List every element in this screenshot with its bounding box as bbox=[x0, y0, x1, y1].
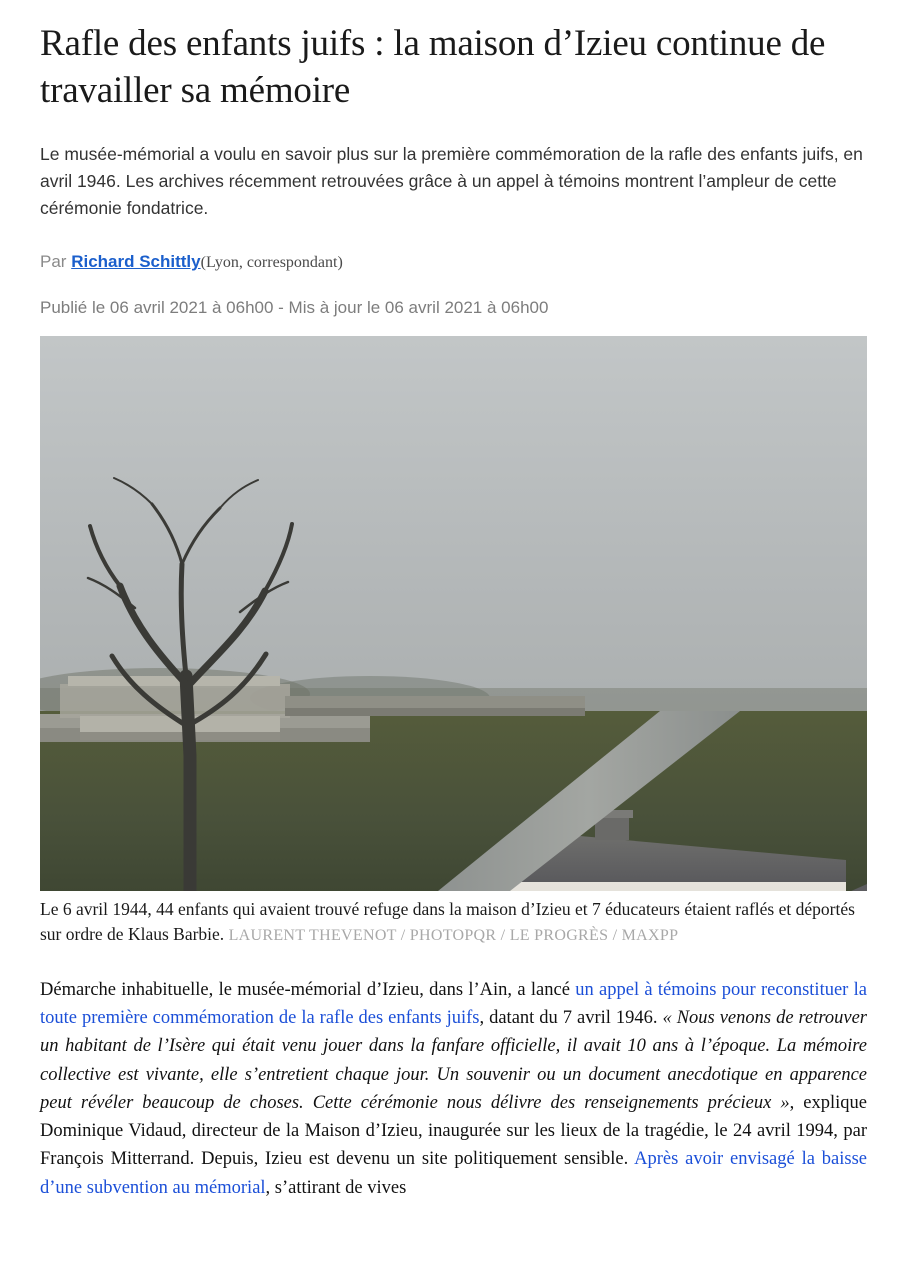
body-part-1: Démarche inhabituelle, le musée-mémorial d’Izieu, dans l’Ain, a lancé bbox=[40, 979, 576, 1000]
article-photo bbox=[40, 336, 867, 891]
body-link-appel-temoins[interactable]: un appel à témoins pour reconstituer la toute première commémoration de la rafle des enfants juifs bbox=[40, 979, 867, 1028]
caption-text: Le 6 avril 1944, 44 enfants qui avaient trouvé refuge dans la maison d’Izieu et 7 éducateurs étaient raflés et déportés sur ordre de Klaus Barbie. bbox=[40, 899, 855, 944]
body-quote: « Nous venons de retrouver un habitant de l’Isère qui était venu jouer dans la fanfare officielle, il avait 10 ans à l’époque. La mémoire collective est vivante, elle s’entretient chaque jour. Un souvenir ou un document anecdotique en apparence peut révéler beaucoup de choses. Cette cérémonie nous délivre des renseignements précieux » bbox=[40, 1007, 868, 1113]
author-link[interactable]: Richard Schittly bbox=[71, 252, 201, 272]
page-title: Rafle des enfants juifs : la maison d’Izieu continue de travailler sa mémoire bbox=[40, 23, 826, 112]
byline bbox=[40, 252, 867, 272]
author-location: (Lyon, correspondant) bbox=[200, 254, 343, 272]
publication-dates: Publié le 06 avril 2021 à 06h00 - Mis à jour le 06 avril 2021 à 06h00 bbox=[40, 298, 549, 318]
figure-caption bbox=[40, 897, 867, 948]
figure-credit: LAURENT THEVENOT / PHOTOPQR / LE PROGRÈS / MAXPP bbox=[228, 926, 679, 944]
house-photo-illustration bbox=[40, 336, 867, 891]
article-standfirst: Le musée-mémorial a voulu en savoir plus sur la première commémoration de la rafle des enfants juifs, en avril 1946. Les archives récemment retrouvées grâce à un appel à témoins montrent l’ampleur de cette cérémonie fondatrice. bbox=[40, 143, 863, 218]
body-link-subvention[interactable]: Après avoir envisagé la baisse d’une subvention au mémorial bbox=[40, 1149, 867, 1198]
body-part-4: , s’attirant de vives bbox=[265, 1177, 407, 1198]
article-body-paragraph bbox=[40, 976, 867, 1202]
article-figure bbox=[40, 336, 867, 948]
body-part-3: , explique Dominique Vidaud, directeur de la Maison d’Izieu, inaugurée sur les lieux de la tragédie, le 24 avril 1994, par François Mitterrand. Depuis, Izieu est devenu un site politiquement sensible. bbox=[40, 1092, 867, 1170]
byline-prefix: Par bbox=[40, 252, 72, 272]
body-part-2: , datant du 7 avril 1946. bbox=[479, 1007, 663, 1028]
